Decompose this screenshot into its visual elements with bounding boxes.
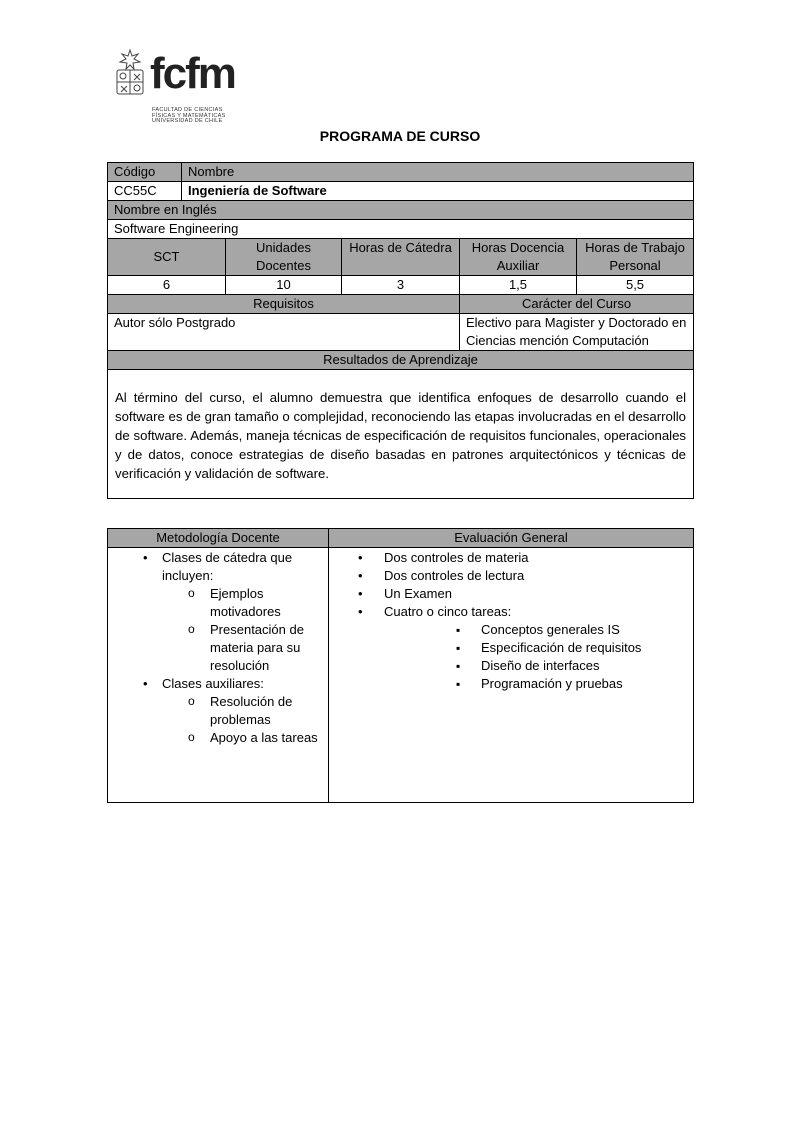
table-row: [108, 529, 694, 548]
university-seal-icon: [112, 48, 148, 100]
metodologia-cell: [108, 548, 329, 803]
sct-header: SCT: [108, 239, 226, 276]
evaluacion-label: Evaluación General: [329, 529, 694, 548]
requisitos-label: Requisitos: [108, 295, 460, 314]
table-row: [108, 201, 694, 220]
course-info-table: [107, 162, 694, 499]
caracter-value: Electivo para Magister y Doctorado en Ciencias mención Computación: [460, 314, 694, 351]
caracter-label: Carácter del Curso: [460, 295, 694, 314]
requisitos-value: Autor sólo Postgrado: [108, 314, 460, 351]
personal-value: 5,5: [577, 276, 694, 295]
table-row: [108, 182, 694, 201]
resultados-label: Resultados de Aprendizaje: [108, 351, 694, 370]
course-code: CC55C: [108, 182, 182, 201]
methodology-evaluation-table: [107, 528, 694, 803]
list-item: o Presentación de materia para su resolución: [108, 621, 328, 675]
code-label: Código: [108, 163, 182, 182]
resultados-text: Al término del curso, el alumno demuestra que identifica enfoques de desarrollo cuando el software es de gran tamaño o complejidad, reconociendo las etapas involucradas en el desarrollo de software. Además, maneja técnicas de especificación de requisitos funcionales, operacionales y de datos, conoce estrategias de diseño basadas en patrones arquitectónicos y técnicas de verificación y validación de software.: [108, 370, 694, 499]
metodologia-label: Metodología Docente: [108, 529, 329, 548]
list-item: o Apoyo a las tareas: [108, 729, 328, 747]
auxiliar-header: Horas Docencia Auxiliar: [460, 239, 577, 276]
table-row: [108, 351, 694, 370]
table-row: [108, 548, 694, 803]
logo-subtitle: FACULTAD DE CIENCIAS FÍSICAS Y MATEMÁTICAS UNIVERSIDAD DE CHILE: [152, 107, 226, 124]
name-label: Nombre: [182, 163, 694, 182]
table-row: [108, 239, 694, 276]
list-item: ▪ Conceptos generales IS: [329, 621, 693, 639]
list-item: ▪ Programación y pruebas: [329, 675, 693, 693]
catedra-header: Horas de Cátedra: [342, 239, 460, 276]
list-item: • Cuatro o cinco tareas:: [329, 603, 693, 621]
list-item: ▪ Especificación de requisitos: [329, 639, 693, 657]
list-item: • Clases de cátedra que incluyen: o Ejemplos motivadores o Presentación de materia para su resolución: [108, 549, 328, 675]
fcfm-logo: [112, 48, 242, 130]
table-row: [108, 276, 694, 295]
course-name: Ingeniería de Software: [182, 182, 694, 201]
list-item: o Ejemplos motivadores: [108, 585, 328, 621]
list-item: • Clases auxiliares: o Resolución de problemas o Apoyo a las tareas: [108, 675, 328, 747]
list-item: ▪ Diseño de interfaces: [329, 657, 693, 675]
personal-header: Horas de Trabajo Personal: [577, 239, 694, 276]
evaluacion-cell: [329, 548, 694, 803]
auxiliar-value: 1,5: [460, 276, 577, 295]
english-name: Software Engineering: [108, 220, 694, 239]
table-row: [108, 370, 694, 499]
list-item: o Resolución de problemas: [108, 693, 328, 729]
english-name-label: Nombre en Inglés: [108, 201, 694, 220]
unidades-header: Unidades Docentes: [226, 239, 342, 276]
page-title: PROGRAMA DE CURSO: [319, 128, 481, 144]
list-item: • Un Examen: [329, 585, 693, 603]
table-row: [108, 220, 694, 239]
sct-value: 6: [108, 276, 226, 295]
catedra-value: 3: [342, 276, 460, 295]
list-item: • Dos controles de materia: [329, 549, 693, 567]
fcfm-wordmark: fcfm: [150, 49, 235, 98]
list-item: • Dos controles de lectura: [329, 567, 693, 585]
table-row: [108, 163, 694, 182]
unidades-value: 10: [226, 276, 342, 295]
table-row: [108, 314, 694, 351]
table-row: [108, 295, 694, 314]
